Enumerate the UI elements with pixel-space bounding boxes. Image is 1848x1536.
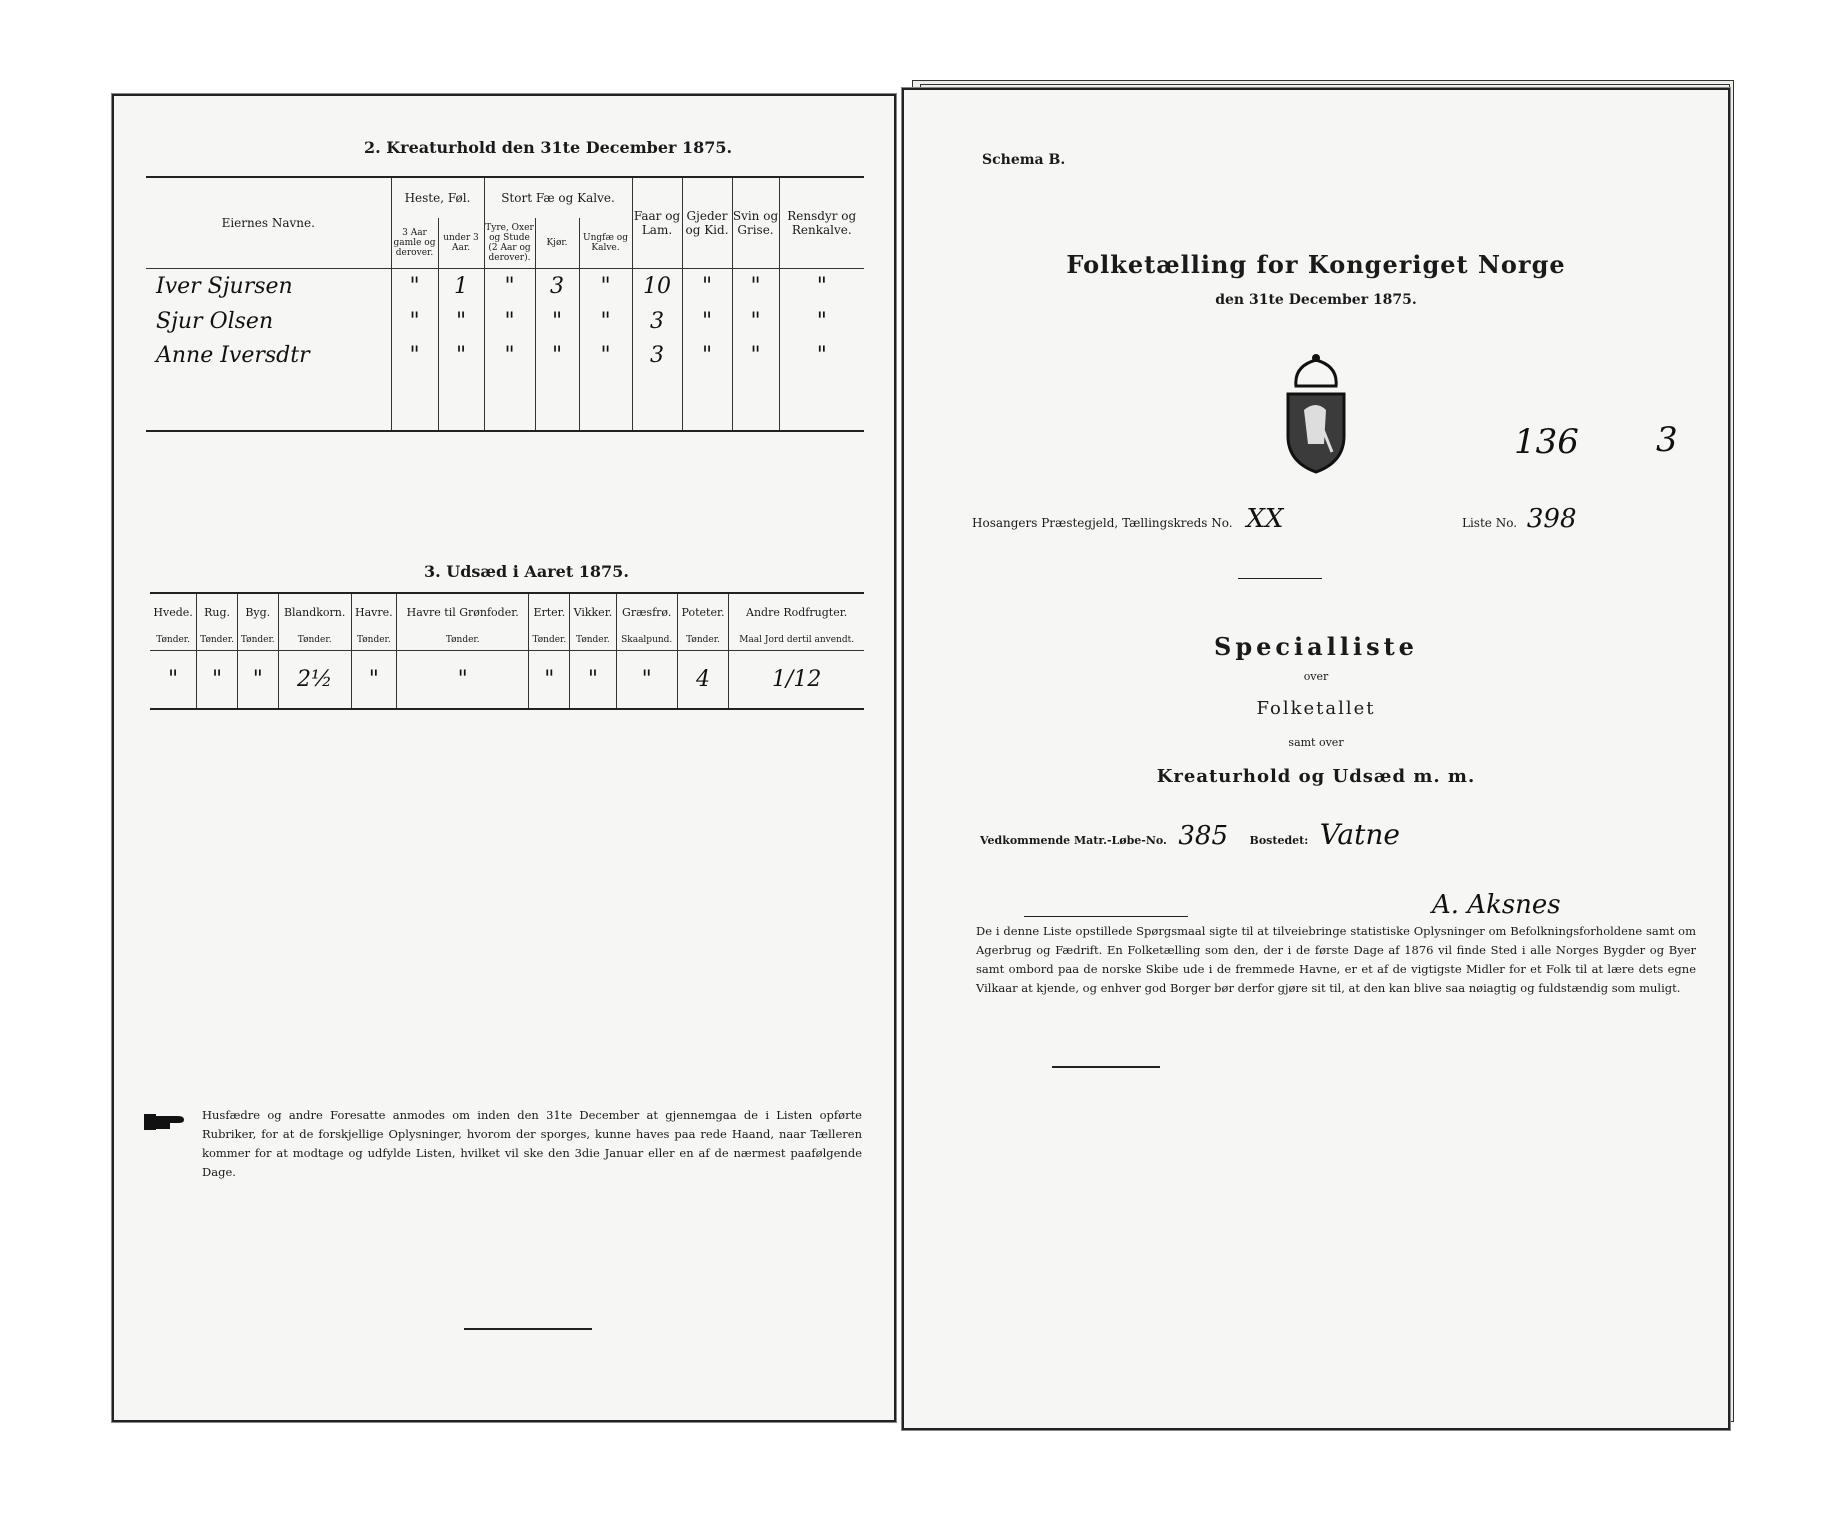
table-row [146, 304, 864, 338]
seed-value: " [616, 650, 677, 708]
heste-header: Heste, Føl. [391, 178, 484, 218]
cell: " [535, 338, 579, 372]
divider-short [1238, 578, 1322, 579]
seed-unit-label: Tønder. [278, 630, 351, 650]
seed-value: " [197, 650, 238, 708]
seed-column-header: Vikker. [570, 594, 616, 630]
samt-over-text: samt over [1288, 736, 1344, 749]
census-title: Folketælling for Kongeriget Norge [1066, 250, 1566, 279]
seed-unit-label: Maal Jord dertil anvendt. [729, 630, 864, 650]
instructions-notice: Husfædre og andre Foresatte anmodes om inden den 31te December at gjennemgaa de i Listen opførte Rubriker, for at de forskjellige Oplysninger, hvorom der sporges, kunne haves paa rede Haand, naar Tælleren kommer for at modtage og udfylde Listen, hvilket vil ske den 3die Januar eller en af de nærmest paafølgende Dage. [202, 1108, 862, 1179]
seed-value: 1/12 [729, 650, 864, 708]
norway-coat-of-arms [1274, 350, 1358, 476]
list-number-line [1462, 504, 1577, 534]
enumerator-signature: A. Aksnes [1432, 890, 1561, 920]
cell: " [484, 304, 535, 338]
livestock-table [146, 178, 864, 430]
matr-value: 385 [1178, 821, 1229, 851]
cell: " [535, 304, 579, 338]
cell: 3 [632, 304, 682, 338]
cell: " [732, 304, 779, 338]
seed-column-header: Græsfrø. [616, 594, 677, 630]
seed-value: " [570, 650, 616, 708]
matr-line [980, 818, 1400, 851]
district-value: XX [1246, 504, 1284, 534]
gjeder-header: Gjeder og Kid. [682, 178, 732, 268]
cell: " [438, 338, 484, 372]
seed-value: " [150, 650, 197, 708]
seed-column-header: Blandkorn. [278, 594, 351, 630]
cell: 3 [632, 338, 682, 372]
seed-table [150, 594, 864, 708]
list-label: Liste No. [1462, 516, 1518, 530]
heste-old-header: 3 Aar gamle og derover. [391, 218, 438, 268]
seed-column-header: Rug. [197, 594, 238, 630]
seed-column-header: Andre Rodfrugter. [729, 594, 864, 630]
cell: " [779, 304, 864, 338]
section-rule [1024, 916, 1188, 917]
seed-unit-label: Tønder. [677, 630, 729, 650]
svin-header: Svin og Grise. [732, 178, 779, 268]
kreaturhold-title: Kreaturhold og Udsæd m. m. [1156, 766, 1476, 787]
seed-unit-label: Tønder. [197, 630, 238, 650]
over-text-1: over [1303, 670, 1329, 683]
heste-young-header: under 3 Aar. [438, 218, 484, 268]
table-row [150, 650, 864, 708]
cell: 10 [632, 268, 682, 304]
footer-rule [1052, 1066, 1160, 1068]
district-label: Tællingskreds No. [1122, 516, 1233, 530]
cell: " [484, 338, 535, 372]
ungfae-header: Ungfæ og Kalve. [579, 218, 632, 268]
seed-bottom-rule [150, 708, 864, 710]
footer-text: De i denne Liste opstillede Spørgsmaal sigte til at tilveiebringe statistiske Oplysninger om Befolkningsforholdene samt om Agerbrug og Fædrift. En Folketælling som den, der i de første Dage af 1876 vil finde Sted i alle Norges Bygder og Byer samt ombord paa de norske Skibe ude i de fremmede Havne, er et af de vigtigste Midler for et Folk til at lære dets egne Vilkaar at kjende, og enhver god Borger bør derfor gjøre sit til, at den kan blive saa nøiagtig og fuldstændig som muligt. [976, 924, 1696, 995]
cell: " [579, 338, 632, 372]
bosted-label: Bostedet: [1249, 834, 1309, 847]
seed-value: " [351, 650, 396, 708]
cell: 3 [535, 268, 579, 304]
matr-label: Vedkommende Matr.-Løbe-No. [980, 834, 1167, 847]
cell: " [779, 338, 864, 372]
cell: " [391, 338, 438, 372]
cell: " [579, 268, 632, 304]
faar-header: Faar og Lam. [632, 178, 682, 268]
seed-column-header: Erter. [529, 594, 570, 630]
seed-column-header: Hvede. [153, 605, 193, 619]
pointing-hand-icon [144, 1111, 186, 1133]
cell: " [391, 304, 438, 338]
bosted-value: Vatne [1319, 818, 1400, 851]
seed-column-header: Byg. [237, 594, 278, 630]
seed-unit-label: Tønder. [351, 630, 396, 650]
owner-name: Iver Sjursen [146, 268, 391, 304]
stort-fae-header: Stort Fæ og Kalve. [484, 178, 632, 218]
seed-column-header: Havre til Grønfoder. [396, 594, 529, 630]
seed-column-header: Havre. [351, 594, 396, 630]
seed-value: " [529, 650, 570, 708]
notice-rule [464, 1328, 592, 1330]
owner-name: Anne Iversdtr [156, 342, 310, 368]
cell: 1 [438, 268, 484, 304]
cell: " [484, 268, 535, 304]
cell: " [391, 268, 438, 304]
kjor-header: Kjør. [535, 218, 579, 268]
seed-heading: 3. Udsæd i Aaret 1875. [424, 562, 629, 581]
table-row [146, 268, 864, 304]
seed-unit-label: Tønder. [396, 630, 529, 650]
seed-value: " [237, 650, 278, 708]
seed-value: 2½ [278, 650, 351, 708]
seed-unit-label: Tønder. [529, 630, 570, 650]
handwritten-number-b: 3 [1656, 420, 1678, 460]
cell: " [579, 304, 632, 338]
cell: " [438, 304, 484, 338]
seed-unit-label: Tønder. [570, 630, 616, 650]
cell: " [682, 304, 732, 338]
handwritten-number-a: 136 [1514, 422, 1579, 462]
table-bottom-rule [146, 430, 864, 432]
seed-value: " [396, 650, 529, 708]
parish-line [972, 504, 1283, 534]
livestock-heading: 2. Kreaturhold den 31te December 1875. [364, 138, 733, 157]
rensdyr-header: Rensdyr og Renkalve. [779, 178, 864, 268]
seed-unit-label: Tønder. [237, 630, 278, 650]
table-row [146, 338, 864, 372]
owner-name: Sjur Olsen [156, 308, 274, 334]
cell: " [732, 268, 779, 304]
cell: " [779, 268, 864, 304]
left-page [112, 94, 896, 1422]
tyre-header: Tyre, Oxer og Stude (2 Aar og derover). [484, 218, 535, 268]
seed-unit-label: Skaalpund. [616, 630, 677, 650]
list-value: 398 [1526, 504, 1577, 534]
census-date: den 31te December 1875. [1215, 292, 1417, 308]
seed-unit-label: Tønder. [156, 634, 190, 645]
seed-value: 4 [677, 650, 729, 708]
right-page [902, 88, 1730, 1430]
seed-column-header: Poteter. [677, 594, 729, 630]
schema-label: Schema B. [982, 152, 1066, 168]
cell: " [682, 268, 732, 304]
folketallet-title: Folketallet [1256, 698, 1376, 719]
owner-header: Eiernes Navne. [221, 215, 315, 230]
cell: " [732, 338, 779, 372]
specialliste-title: Specialliste [1214, 632, 1418, 661]
parish-label: Hosangers Præstegjeld, [972, 516, 1119, 530]
cell: " [682, 338, 732, 372]
table-row-empty [146, 372, 864, 430]
